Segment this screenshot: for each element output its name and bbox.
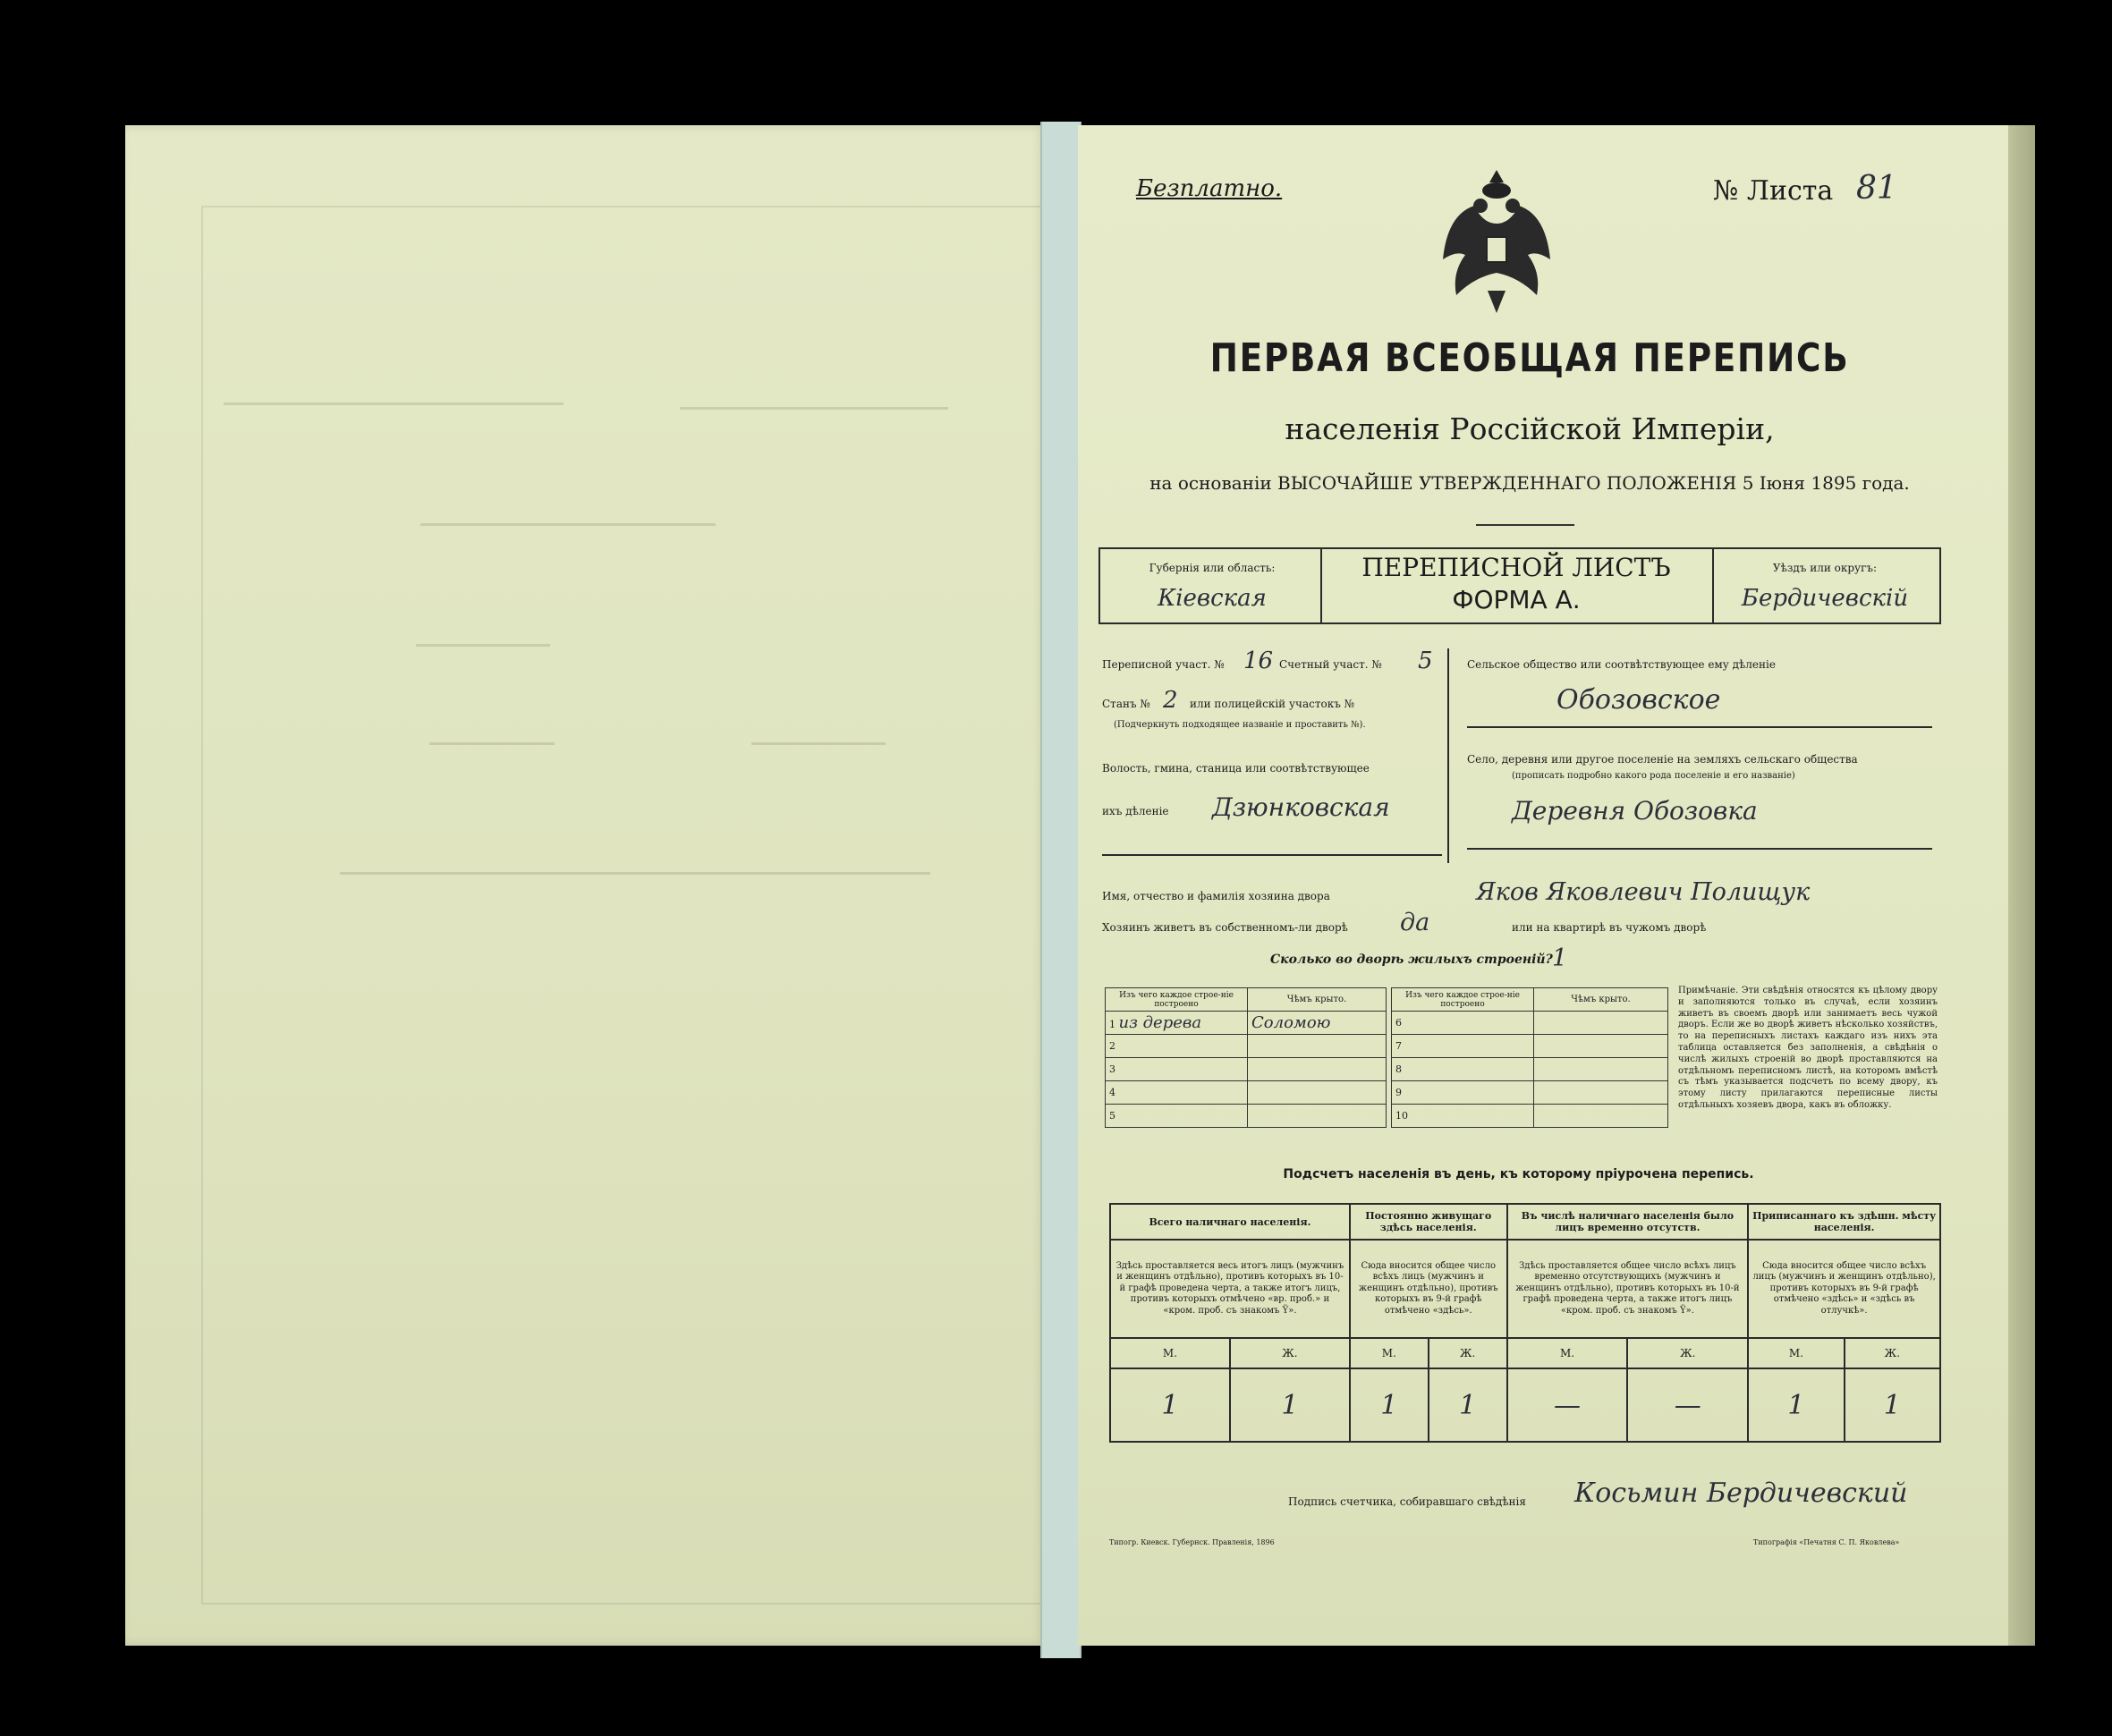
owner-lives-value: да — [1400, 909, 1430, 936]
gubernia-value: Кіевская — [1158, 585, 1267, 612]
buildings-label: Сколько во дворѣ жилыхъ строеній? — [1270, 953, 1553, 967]
stan-label: Станъ № — [1102, 698, 1150, 710]
registered-male: 1 — [1748, 1368, 1844, 1442]
owner-lives-suffix: или на квартирѣ въ чужомъ дворѣ — [1512, 921, 1707, 934]
resident-female: 1 — [1429, 1368, 1507, 1442]
census-title: ПЕРВАЯ ВСЕОБЩАЯ ПЕРЕПИСЬ — [1209, 335, 1850, 381]
resident-male: 1 — [1350, 1368, 1429, 1442]
bleed-through-line — [416, 644, 550, 647]
form-title: ПЕРЕПИСНОЙ ЛИСТЪ — [1361, 553, 1671, 582]
total-male: 1 — [1110, 1368, 1230, 1442]
ornament-divider — [1476, 524, 1574, 526]
uezd-label: Уѣздъ или округъ: — [1772, 562, 1878, 574]
summary-title: Подсчетъ населенія въ день, къ которому пріурочена перепись. — [1283, 1167, 1754, 1181]
owner-name-value: Яков Яковлевич Полищук — [1476, 878, 1811, 906]
census-subtitle: населенія Россійской Имперіи, — [1285, 411, 1775, 446]
registered-female: 1 — [1845, 1368, 1940, 1442]
owner-name-label: Имя, отчество и фамилія хозяина двора — [1102, 890, 1330, 902]
buildings-table-left: Изъ чего каждое строе-ніе построено Чѣмъ крыто. 1 из дерева Соломою 2 3 4 5 — [1105, 987, 1387, 1128]
imperial-eagle-emblem — [1438, 165, 1555, 318]
census-district-value: 16 — [1243, 648, 1274, 674]
bleed-through-line — [224, 402, 564, 405]
buildings-table-right: Изъ чего каждое строе-ніе построено Чѣмъ крыто. 6 7 8 9 10 — [1391, 987, 1668, 1128]
census-district-label: Переписной участ. № — [1102, 658, 1225, 671]
census-basis: на основаніи ВЫСОЧАЙШЕ УТВЕРЖДЕННАГО ПОЛОЖЕНІЯ 5 Іюня 1895 года. — [1149, 472, 1910, 494]
stan-value: 2 — [1163, 687, 1178, 714]
count-district-value: 5 — [1418, 648, 1433, 674]
buildings-note: Примѣчаніе. Эти свѣдѣнія относятся къ цѣлому двору и заполняются только въ случаѣ, если хозяинъ живетъ въ своемъ дворѣ или занимаетъ весь чужой дворъ. Если же во дворѣ живетъ нѣсколько хозяйствъ, то на переписныхъ листахъ каждаго изъ нихъ эта таблица оставляется без заполненія, а свѣдѣнія о числѣ жилыхъ строеній во дворѣ проставляются на отдѣльномъ переписномъ листѣ, на которомъ вмѣстѣ съ тѣмъ указывается подсчетъ по всему двору, къ этому листу прилагаются переписные листы отдѣльныхъ хозяевъ двора, какъ въ обложку. — [1678, 986, 1938, 1110]
stan-note: (Подчеркнуть подходящее названіе и проставить №). — [1114, 720, 1366, 730]
uezd-value: Бердичевскій — [1741, 585, 1909, 612]
total-female: 1 — [1230, 1368, 1350, 1442]
location-divider — [1447, 648, 1449, 863]
signature-label: Подпись счетчика, собиравшаго свѣдѣнія — [1288, 1495, 1526, 1508]
village-note: (прописать подробно какого рода поселеніе и его названіе) — [1512, 771, 1795, 781]
bleed-through-line — [680, 407, 948, 410]
form-name: ФОРМА А. — [1452, 585, 1581, 614]
bleed-through-line — [429, 742, 555, 745]
society-value: Обозовское — [1556, 684, 1721, 716]
volost-label-2: ихъ дѣленіе — [1102, 805, 1169, 817]
bleed-through-line — [420, 523, 716, 526]
volost-label: Волость, гмина, станица или соотвѣтствующее — [1102, 762, 1370, 775]
village-label: Село, деревня или другое поселеніе на земляхъ сельскаго общества — [1467, 753, 1858, 766]
free-label: Безплатно. — [1136, 175, 1283, 202]
imprint-left: Типогр. Киевск. Губернск. Правленія, 1896 — [1109, 1538, 1275, 1546]
stan-suffix: или полицейскій участокъ № — [1190, 698, 1355, 710]
buildings-value: 1 — [1552, 944, 1568, 972]
signature-value: Косьмин Бердичевский — [1574, 1478, 1908, 1509]
left-page-faint-frame — [201, 206, 1046, 1605]
count-district-label: Счетный участ. № — [1279, 658, 1382, 671]
volost-value: Дзюнковская — [1212, 792, 1390, 822]
book-gutter — [1040, 122, 1081, 1658]
village-value: Деревня Обозовка — [1512, 796, 1758, 826]
summary-table: Всего наличнаго населенія. Постоянно живущаго здѣсь населенія. Въ числѣ наличнаго населенія было лицъ временно отсутств. Приписаннаго къ здѣшн. мѣсту населенія. Здѣсь проставляется весь итогъ лицъ (мужчинъ и женщинъ отдѣльно), противъ которыхъ въ 10-й графѣ проведена черта, а также итогъ лицъ, противъ которыхъ отмѣчено «вр. проб.» и «кром. проб. съ знакомъ Ÿ». Сюда вносится общее число всѣхъ лицъ (мужчинъ и женщинъ отдѣльно), противъ которыхъ въ 9-й графѣ отмѣчено «здѣсь». Здѣсь проставляется общее число всѣхъ лицъ временно отсутствующихъ (мужчинъ и женщинъ отдѣльно), противъ которыхъ въ 10-й графѣ проведена черта, а также итогъ лицъ «кром. проб. съ знакомъ Ÿ». Сюда вносится общее число всѣхъ лицъ (мужчинъ и женщинъ отдѣльно), противъ которыхъ въ 9-й графѣ отмѣчено «здѣсь» и «здѣсь въ отлучкѣ». М. Ж. М. Ж. М. Ж. М. Ж. 1 1 1 1 — — 1 1 — [1109, 1203, 1941, 1443]
page-stack-edge — [2008, 125, 2035, 1646]
sheet-number-value: 81 — [1856, 170, 1897, 207]
absent-female: — — [1627, 1368, 1748, 1442]
absent-male: — — [1507, 1368, 1628, 1442]
imprint-right: Типографія «Печатня С. П. Яковлева» — [1753, 1538, 1900, 1546]
bleed-through-line — [340, 872, 930, 875]
owner-lives-label: Хозяинъ живетъ въ собственномъ-ли дворѣ — [1102, 921, 1348, 934]
bleed-through-line — [751, 742, 886, 745]
sheet-number-label: № Листа — [1713, 175, 1834, 207]
society-label: Сельское общество или соотвѣтствующее ему дѣленіе — [1467, 658, 1776, 671]
gubernia-label: Губернія или область: — [1149, 562, 1276, 574]
